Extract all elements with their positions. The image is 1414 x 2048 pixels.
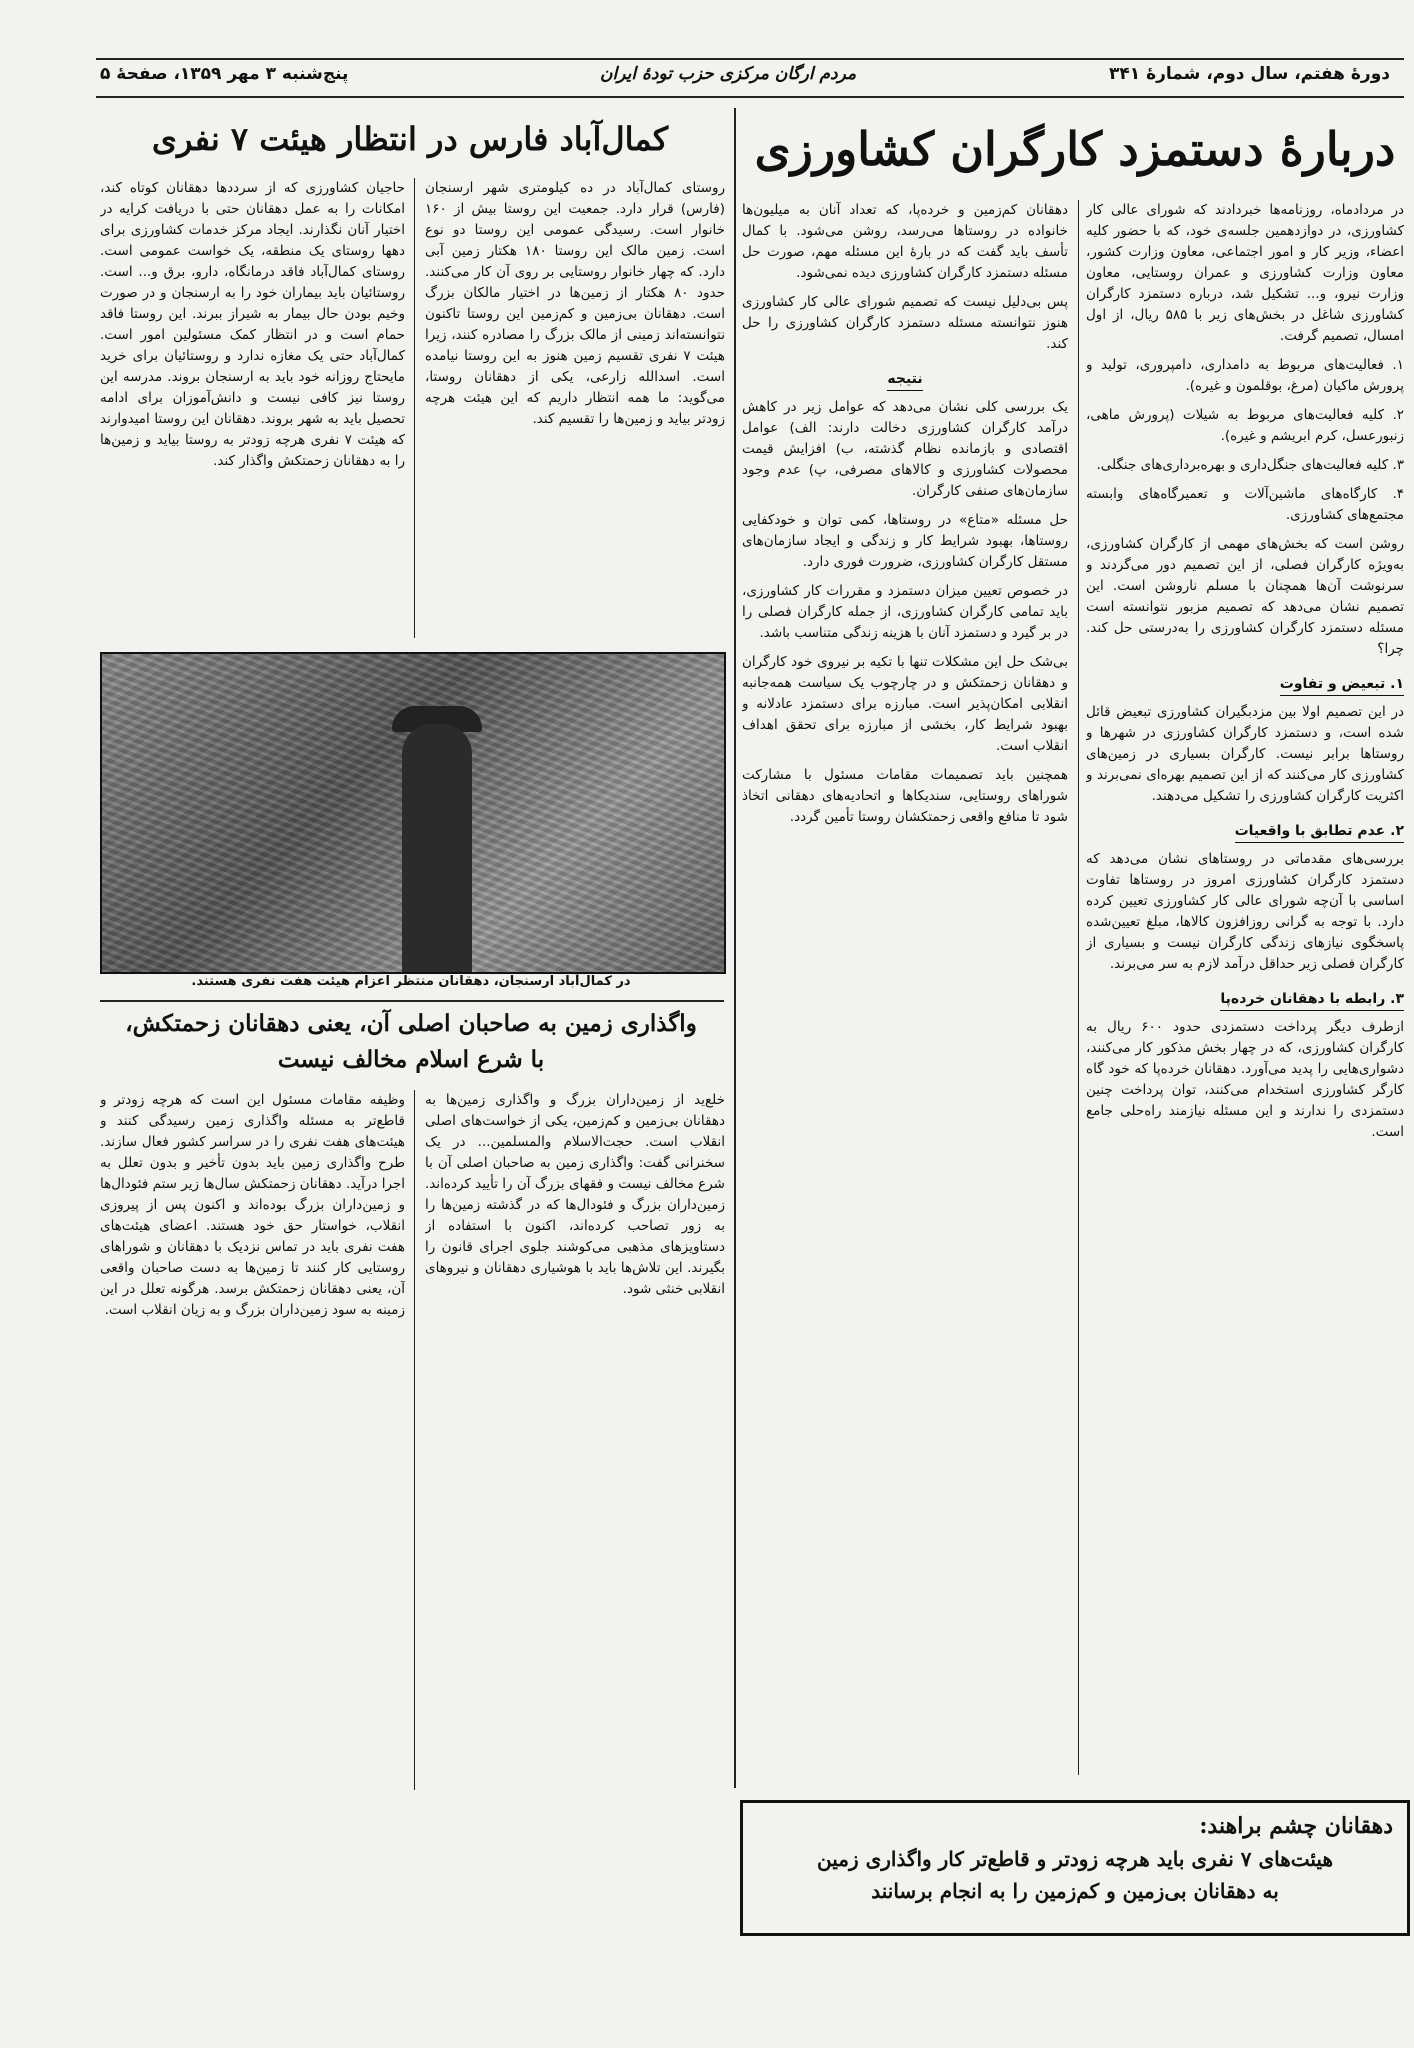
conclusion-paragraph: حل مسئله «متاع» در روستاها، کمی توان و خودکفایی روستاها، بهبود شرایط کار و زندگی و ایجاد سازمان‌های مستقل کارگران کشاورزی، ضرورت فوری دارد. (742, 512, 1068, 570)
section-3-text: ازطرف دیگر پرداخت دستمزدی حدود ۶۰۰ ریال به کارگران کشاورزی، که در چهار بخش مذکور کار می‌کنند، دشواری‌هایی را پدید می‌آورد. دهقانان خرده‌پا که خود گاه کارگر کشاورزی استخدام می‌کنند، توان پرداخت چنین دستمزدی را ندارند و این مسئله نیازمند راه‌حلی جامع است. (1086, 1019, 1404, 1140)
conclusion-paragraph: همچنین باید تصمیمات مقامات مسئول با مشارکت شوراهای روستایی، سندیکاها و اتحادیه‌های دهقانی اتخاذ شود تا منافع واقعی زحمتکشان روستا تأمین گردد. (742, 767, 1068, 825)
photo-farmer-figure (402, 724, 472, 974)
article-cont-paragraph: دهقانان کم‌زمین و خرده‌پا، که تعداد آنان به میلیون‌ها خانواده در روستاها می‌رسد، روشن می‌شود. با کمال تأسف باید گفت که در بارهٔ این مسئله مهم، صورت حل مسئله دستمزد کارگران کشاورزی دیده نمی‌شود. (742, 202, 1068, 281)
article-right-column (1086, 200, 1404, 1775)
article-cont-paragraph: پس بی‌دلیل نیست که تصمیم شورای عالی کار کشاورزی هنوز نتوانسته مسئله دستمزد کارگران کشاورزی را حل کند. (742, 294, 1068, 352)
masthead-rule-bottom (96, 96, 1404, 98)
section-divider (734, 108, 736, 1788)
callout-box (740, 1800, 1410, 1936)
conclusion-title: نتیجه (887, 369, 922, 391)
article-right-cont-column (742, 200, 1068, 1775)
column-divider (414, 1090, 415, 1790)
section-3-title: ۳. رابطه با دهقانان خرده‌پا (1220, 989, 1404, 1011)
article-top-left-headline: کمال‌آباد فارس در انتظار هیئت ۷ نفری (151, 120, 669, 158)
article-right-paragraph: ۲. کلیه فعالیت‌های مربوط به شیلات (پرورش ماهی، زنبورعسل، کرم ابریشم و غیره). (1086, 407, 1404, 444)
section-1-title: ۱. تبعیض و تفاوت (1280, 674, 1404, 696)
article-right-paragraph: در مردادماه، روزنامه‌ها خبردادند که شورای عالی کار کشاورزی، در دوازدهمین جلسه‌ی خود، که با حضور کلیه اعضاء، وزیر کار و امور اجتماعی، معاون وزارت کشور، معاون وزارت کشاورزی و عمران روستایی، معاون وزارت نیرو، و... تشکیل شد، درباره دستمزد کارگران کشاورزی شاغل در بخش‌های زیر با ۵۸۵ ریال، از اول امسال، تصمیم گرفت. (1086, 202, 1404, 344)
article-right-paragraph: ۳. کلیه فعالیت‌های جنگل‌داری و بهره‌برداری‌های جنگلی. (1096, 457, 1404, 473)
column-divider (1078, 200, 1079, 1775)
article-right-headline: دربارهٔ دستمزد کارگران کشاورزی (754, 122, 1396, 176)
masthead-issue: دورهٔ هفتم، سال دوم، شمارهٔ ۳۴۱ (1109, 64, 1390, 84)
section-2-text: بررسی‌های مقدماتی در روستاهای نشان می‌دهد که دستمزد کارگران کشاورزی امروز در روستاها تفاوت اساسی با آن‌چه شورای عالی کار کشاورزی تعیین کرده دارد. با توجه به گرانی روزافزون کالاها، مبلغ تعیین‌شده پاسخگوی نیازهای زندگی کارگران نیست و بسیاری از کارگران فصلی زیر حداقل درآمد لازم به سر می‌برند. (1086, 851, 1404, 972)
callout-title: دهقانان چشم براهند: (1199, 1813, 1393, 1839)
article-top-left-col2: حاجیان کشاورزی که از سرددها دهقانان کوتاه کند، امکانات را به عمل دهقانان حتی با دریافت کرایه در اختیار آنان نگذارند. ایجاد مرکز خدمات کشاورزی برای دهها روستای یک منطقه، یک خواست عمومی است. روستای کمال‌آباد فاقد درمانگاه، دارو، برق و... است. روستائیان باید بیماران خود را به ارسنجان و در صورت وخیم بودن حال بیمار به شیراز ببرند. این روستا فاقد حمام است و در انتظار کمک مسئولین امور است. کمال‌آباد حتی یک مغازه ندارد و روستائیان برای خرید مایحتاج روزانه خود باید به ارسنجان بروند. مدرسه این روستا نیز کافی نیست و دانش‌آموزان برای ادامه تحصیل باید به شهر بروند. دهقانان این روستا امیدوارند که هیئت ۷ نفری هرچه زودتر به روستا بیاید و زمین‌ها را به دهقانان زحمتکش واگذار کند. (100, 180, 405, 469)
article-right-paragraph: ۱. فعالیت‌های مربوط به دامداری، دامپروری، تولید و پرورش ماکیان (مرغ، بوقلمون و غیره). (1086, 357, 1404, 394)
callout-line-2: به دهقانان بی‌زمین و کم‌زمین را به انجام برسانند (871, 1879, 1279, 1903)
article-bottom-left-headline-2: با شرع اسلام مخالف نیست (277, 1046, 545, 1073)
masthead-paper-name: مردم ارگان مرکزی حزب تودهٔ ایران (600, 64, 857, 84)
photo (100, 652, 726, 974)
conclusion-paragraph: بی‌شک حل این مشکلات تنها با تکیه بر نیروی خود کارگران و دهقانان زحمتکش و در چارچوب یک سیاست همه‌جانبه انقلابی امکان‌پذیر است. مبارزه برای دستمزد عادلانه و بهبود شرایط کار، بخشی از مبارزه برای تحقق اهداف انقلاب است. (742, 654, 1068, 754)
callout-line-1: هیئت‌های ۷ نفری باید هرچه زودتر و قاطع‌تر کار واگذاری زمین (816, 1847, 1333, 1871)
article-bottom-left-col1: خلع‌ید از زمین‌داران بزرگ و واگذاری زمین‌ها به دهقانان بی‌زمین و کم‌زمین، یکی از خواست‌های اصلی انقلاب است. حجت‌الاسلام والمسلمین... در یک سخنرانی گفت: واگذاری زمین به صاحبان اصلی آن با شرع مخالف نیست و فقهای بزرگ آن را تأیید کرده‌اند. زمین‌داران بزرگ و فئودال‌ها که در گذشته زمین‌ها را به زور تصاحب کرده‌اند، اکنون با استفاده از دستاویزهای مذهبی می‌کوشند جلوی اجرای قانون را بگیرند. این تلاش‌ها باید با هوشیاری دهقانان و نیروهای انقلابی خنثی شود. (425, 1092, 725, 1297)
masthead-rule-top (96, 58, 1404, 60)
article-divider (100, 1000, 724, 1002)
article-right-paragraph: روشن است که بخش‌های مهمی از کارگران کشاورزی، به‌ویژه کارگران فصلی، از این تصمیم دور می‌گردند و سرنوشت آن‌ها همچنان با مسلم ناروشن است. این تصمیم نشان می‌دهد که تصمیم مزبور نتوانسته است مسئله دستمزد کارگران کشاورزی را به‌درستی حل کند. چرا؟ (1086, 536, 1404, 657)
masthead-date: پنج‌شنبه ۳ مهر ۱۳۵۹، صفحهٔ ۵ (100, 64, 349, 84)
photo-caption: در کمال‌آباد ارسنجان، دهقانان منتظر اعزام هیئت هفت نفری هستند. (191, 974, 631, 989)
conclusion-paragraph: در خصوص تعیین میزان دستمزد و مقررات کار کشاورزی، باید تمامی کارگران کشاورزی، از جمله کارگران فصلی را در بر گیرد و دستمزد آنان با هزینه زندگی متناسب باشد. (742, 583, 1068, 641)
section-1-text: در این تصمیم اولا بین مزدبگیران کشاورزی تبعیض قائل شده است، و دستمزد کارگران کشاورزی در شهرها و روستاها برابر نیست. کارگران بسیاری در زمین‌های کشاورزی کار می‌کنند که از این تصمیم بهره‌ای نمی‌برند و اکثریت کارگران کشاورزی را تشکیل می‌دهند. (1086, 704, 1404, 804)
article-bottom-left-col2: وظیفه مقامات مسئول این است که هرچه زودتر و قاطع‌تر به مسئله واگذاری زمین رسیدگی کنند و هیئت‌های هفت نفری را در سراسر کشور فعال سازند. طرح واگذاری زمین باید بدون تأخیر و بدون تعلل به اجرا درآید. دهقانان زحمتکش سال‌ها زیر ستم فئودال‌ها و زمین‌داران بزرگ بوده‌اند و اکنون پس از پیروزی انقلاب، خواستار حق خود هستند. اعضای هیئت‌های هفت نفری باید در تماس نزدیک با دهقانان و شوراهای روستایی کار کنند تا زمین‌ها به دست صاحبان واقعی آن، یعنی دهقانان زحمتکش برسد. هرگونه تعلل در این زمینه به سود زمین‌داران بزرگ و به زیان انقلاب است. (100, 1092, 405, 1318)
column-divider (414, 178, 415, 638)
article-right-paragraph: ۴. کارگاه‌های ماشین‌آلات و تعمیرگاه‌های وابسته مجتمع‌های کشاورزی. (1086, 486, 1404, 523)
article-bottom-left-headline-1: واگذاری زمین به صاحبان اصلی آن، یعنی دهقانان زحمتکش، (125, 1010, 697, 1037)
section-2-title: ۲. عدم تطابق با واقعیات (1235, 821, 1404, 843)
article-top-left-col1: روستای کمال‌آباد در ده کیلومتری شهر ارسنجان (فارس) قرار دارد. جمعیت این روستا بیش از ۱۶۰ خانوار است. رسیدگی عمومی این روستا دو نوع است. زمین مالک این روستا ۱۸۰ هکتار زمین آبی دارد. که چهار خانوار روستایی بر روی آن کار می‌کنند. حدود ۸۰ هکتار از زمین‌ها در اختیار مالکان بزرگ است. دهقانان بی‌زمین و کم‌زمین این روستا تاکنون نتوانسته‌اند زمینی از مالک بزرگ را مصادره کنند، زیرا هیئت ۷ نفری تقسیم زمین هنوز به این روستا نیامده است. اسدالله زارعی، یکی از دهقانان روستا، می‌گوید: ما همه انتظار داریم که این هیئت هرچه زودتر بیاید و زمین‌ها را تقسیم کند. (425, 180, 725, 427)
conclusion-paragraph: یک بررسی کلی نشان می‌دهد که عوامل زیر در کاهش درآمد کارگران کشاورزی دخالت دارند: الف) عوامل اقتصادی و بازمانده نظام گذشته، ب) افزایش قیمت محصولات کشاورزی و کالاهای مصرفی، پ) عدم وجود سازمان‌های صنفی کارگران. (742, 399, 1068, 499)
